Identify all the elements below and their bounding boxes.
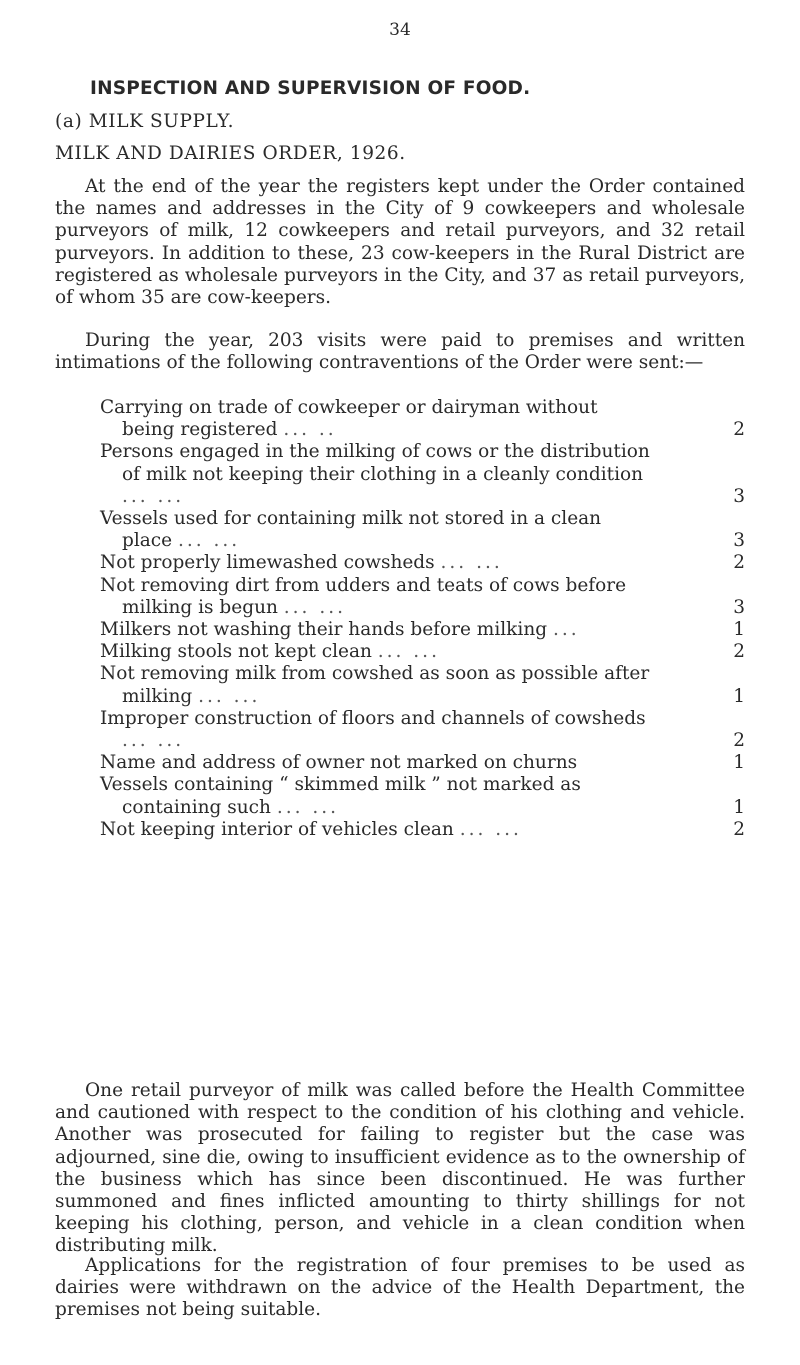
item-count: 3: [733, 485, 745, 507]
list-item: [0, 508, 800, 552]
dot-leader: ... ...: [178, 530, 241, 552]
item-text: Carrying on trade of cowkeeper or dairyman without being registered: [100, 397, 598, 441]
list-item: [0, 708, 800, 752]
list-item: [0, 441, 800, 508]
sub-heading: MILK AND DAIRIES ORDER, 1926.: [55, 143, 406, 164]
list-item: [0, 752, 800, 774]
list-item: [0, 819, 800, 841]
paragraph-retail-purveyor: One retail purveyor of milk was called before the Health Committee and cautioned with respect to the condition of his clothing and vehicle. Another was prosecuted for failing to register but the case was adjourned, sine die, owing to insufficient evidence as to the ownership of the business which has since been discontinued. He was further summoned and fines inflicted amounting to thirty shillings for not keeping his clothing, person, and vehicle in a clean condition when distributing milk.: [55, 1080, 745, 1257]
contraventions-list: [0, 397, 800, 841]
paragraph-applications: Applications for the registration of four premises to be used as dairies were withdrawn on the advice of the Health Department, the premises not being suitable.: [55, 1255, 745, 1321]
item-count: 2: [733, 818, 745, 840]
main-heading: INSPECTION AND SUPERVISION OF FOOD.: [90, 78, 531, 99]
dot-leader: ... ...: [122, 730, 185, 752]
paragraph-registers: At the end of the year the registers kept under the Order contained the names and addresses in the City of 9 cowkeepers and wholesale purveyors of milk, 12 cowkeepers and retail purveyors, and 32 retail purveyors. In addition to these, 23 cow-keepers in the Rural District are registered as wholesale purveyors in the City, and 37 as retail purveyors, of whom 35 are cow-keepers.: [55, 176, 745, 309]
item-count: 1: [733, 619, 745, 641]
list-item: [0, 552, 800, 574]
item-text: Milkers not washing their hands before milking: [100, 619, 548, 641]
list-item: [0, 619, 800, 641]
dot-leader: ... ..: [283, 419, 337, 441]
page-number: 34: [389, 20, 411, 40]
dot-leader: ... ...: [283, 596, 346, 618]
dot-leader: ... ...: [276, 796, 340, 818]
dot-leader: ... ...: [440, 552, 503, 574]
item-count: 1: [733, 752, 745, 774]
dot-leader: ... ...: [377, 641, 440, 663]
dot-leader: ... ...: [198, 685, 261, 707]
item-text: Vessels containing “ skimmed milk ” not marked as containing such: [100, 774, 581, 818]
item-text: Not removing dirt from udders and teats of cows before milking is begun: [100, 574, 627, 618]
list-item: [0, 575, 800, 619]
list-item: [0, 774, 800, 818]
item-text: Improper construction of floors and channels of cowsheds: [100, 707, 646, 729]
item-text: Not keeping interior of vehicles clean: [100, 818, 454, 840]
item-text: Not removing milk from cowshed as soon as possible after milking: [100, 663, 650, 707]
dot-leader: ...: [552, 619, 580, 641]
list-item: [0, 641, 800, 663]
item-text: Milking stools not kept clean: [100, 641, 372, 663]
list-item: [0, 397, 800, 441]
item-count: 2: [733, 641, 745, 663]
item-text: Vessels used for containing milk not stored in a clean place: [100, 508, 602, 552]
item-count: 3: [733, 530, 745, 552]
section-heading: (a) MILK SUPPLY.: [55, 111, 235, 132]
paragraph-visits: During the year, 203 visits were paid to premises and written intimations of the following contraventions of the Order were sent:—: [55, 330, 745, 374]
item-count: 2: [733, 419, 745, 441]
dot-leader: ... ...: [459, 818, 522, 840]
item-text: Name and address of owner not marked on churns: [100, 752, 578, 774]
list-item: [0, 663, 800, 707]
item-text: Persons engaged in the milking of cows or the distribution of milk not keeping their clothing in a cleanly condition: [100, 441, 650, 485]
item-count: 2: [733, 730, 745, 752]
item-count: 3: [733, 596, 745, 618]
dot-leader: ... ...: [122, 485, 185, 507]
item-count: 1: [733, 685, 745, 707]
item-text: Not properly limewashed cowsheds: [100, 552, 435, 574]
item-count: 2: [733, 552, 745, 574]
item-count: 1: [733, 796, 745, 818]
